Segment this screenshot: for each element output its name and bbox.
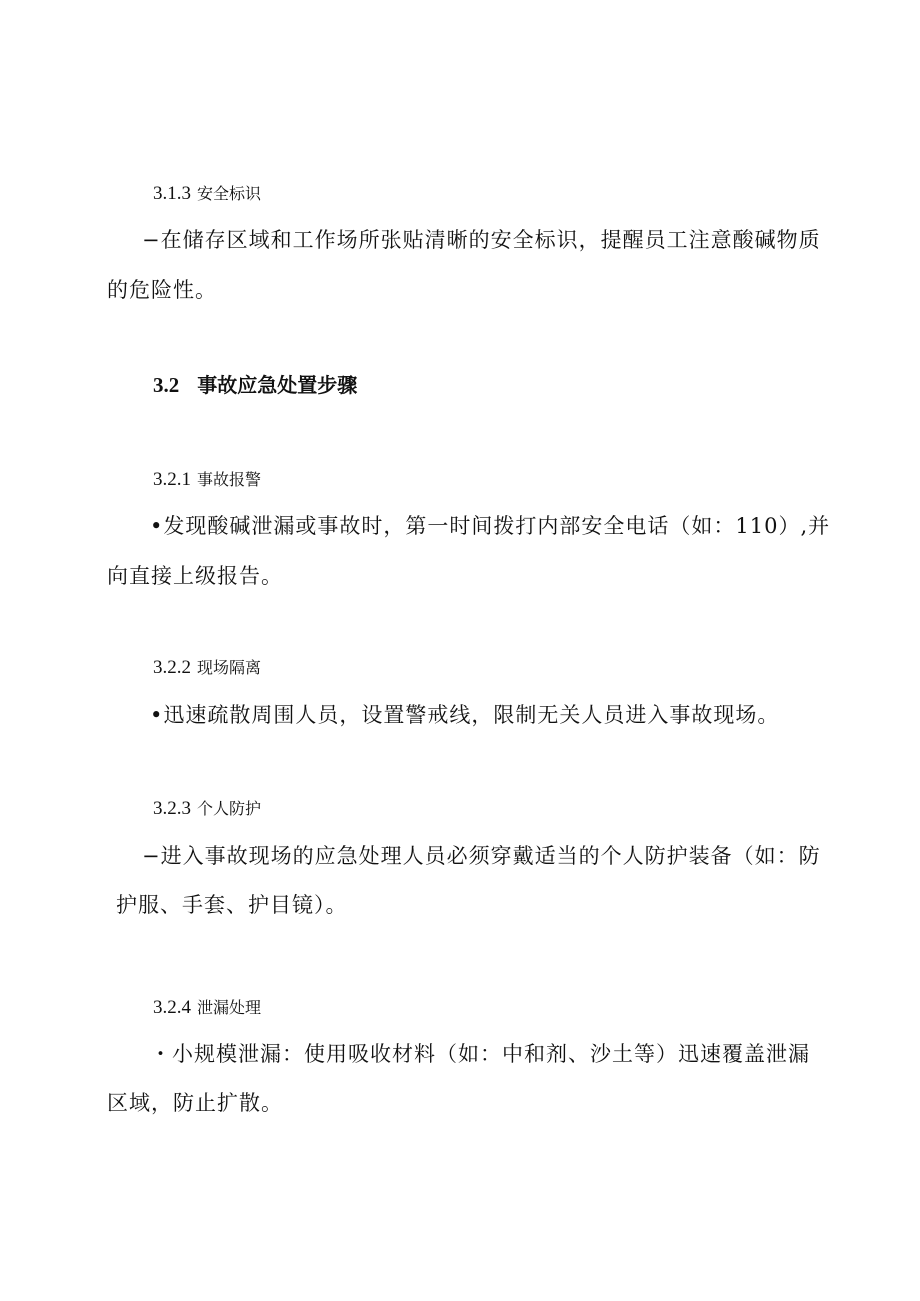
subsection-title: 泄漏处理 — [197, 998, 262, 1017]
subsection-number: 3.2.3 — [153, 798, 191, 819]
subsection-title: 现场隔离 — [197, 658, 262, 677]
subsection-number: 3.2.1 — [153, 469, 191, 490]
subsection-heading-3-2-4 — [153, 995, 261, 1019]
paragraph-line: −进入事故现场的应急处理人员必须穿戴适当的个人防护装备（如：防 — [142, 844, 821, 868]
subsection-heading-3-2-2 — [153, 655, 261, 679]
paragraph-line: •发现酸碱泄漏或事故时，第一时间拨打内部安全电话（如：110）,并 — [150, 514, 831, 538]
paragraph-line: •迅速疏散周围人员，设置警戒线，限制无关人员进入事故现场。 — [150, 703, 780, 727]
paragraph-line: 向直接上级报告。 — [107, 564, 283, 588]
subsection-title: 安全标识 — [197, 184, 262, 203]
paragraph-line: ・小规模泄漏：使用吸收材料（如：中和剂、沙土等）迅速覆盖泄漏 — [150, 1042, 810, 1066]
subsection-number: 3.2.2 — [153, 657, 191, 678]
section-heading-3-2 — [153, 369, 357, 398]
section-title: 事故应急处置步骤 — [197, 373, 358, 397]
paragraph-line: −在储存区域和工作场所张贴清晰的安全标识，提醒员工注意酸碱物质 — [142, 228, 821, 252]
subsection-heading-3-2-3 — [153, 796, 261, 820]
subsection-heading-3-1-3 — [153, 181, 261, 205]
subsection-heading-3-2-1 — [153, 467, 261, 491]
subsection-title: 事故报警 — [197, 470, 262, 489]
subsection-number: 3.2.4 — [153, 997, 191, 1018]
paragraph-line: 区域，防止扩散。 — [107, 1091, 283, 1115]
paragraph-line: 的危险性。 — [107, 278, 217, 302]
subsection-title: 个人防护 — [197, 799, 262, 818]
paragraph-line: 护服、手套、护目镜）。 — [116, 893, 348, 917]
subsection-number: 3.1.3 — [153, 183, 191, 204]
section-number: 3.2 — [153, 373, 180, 397]
